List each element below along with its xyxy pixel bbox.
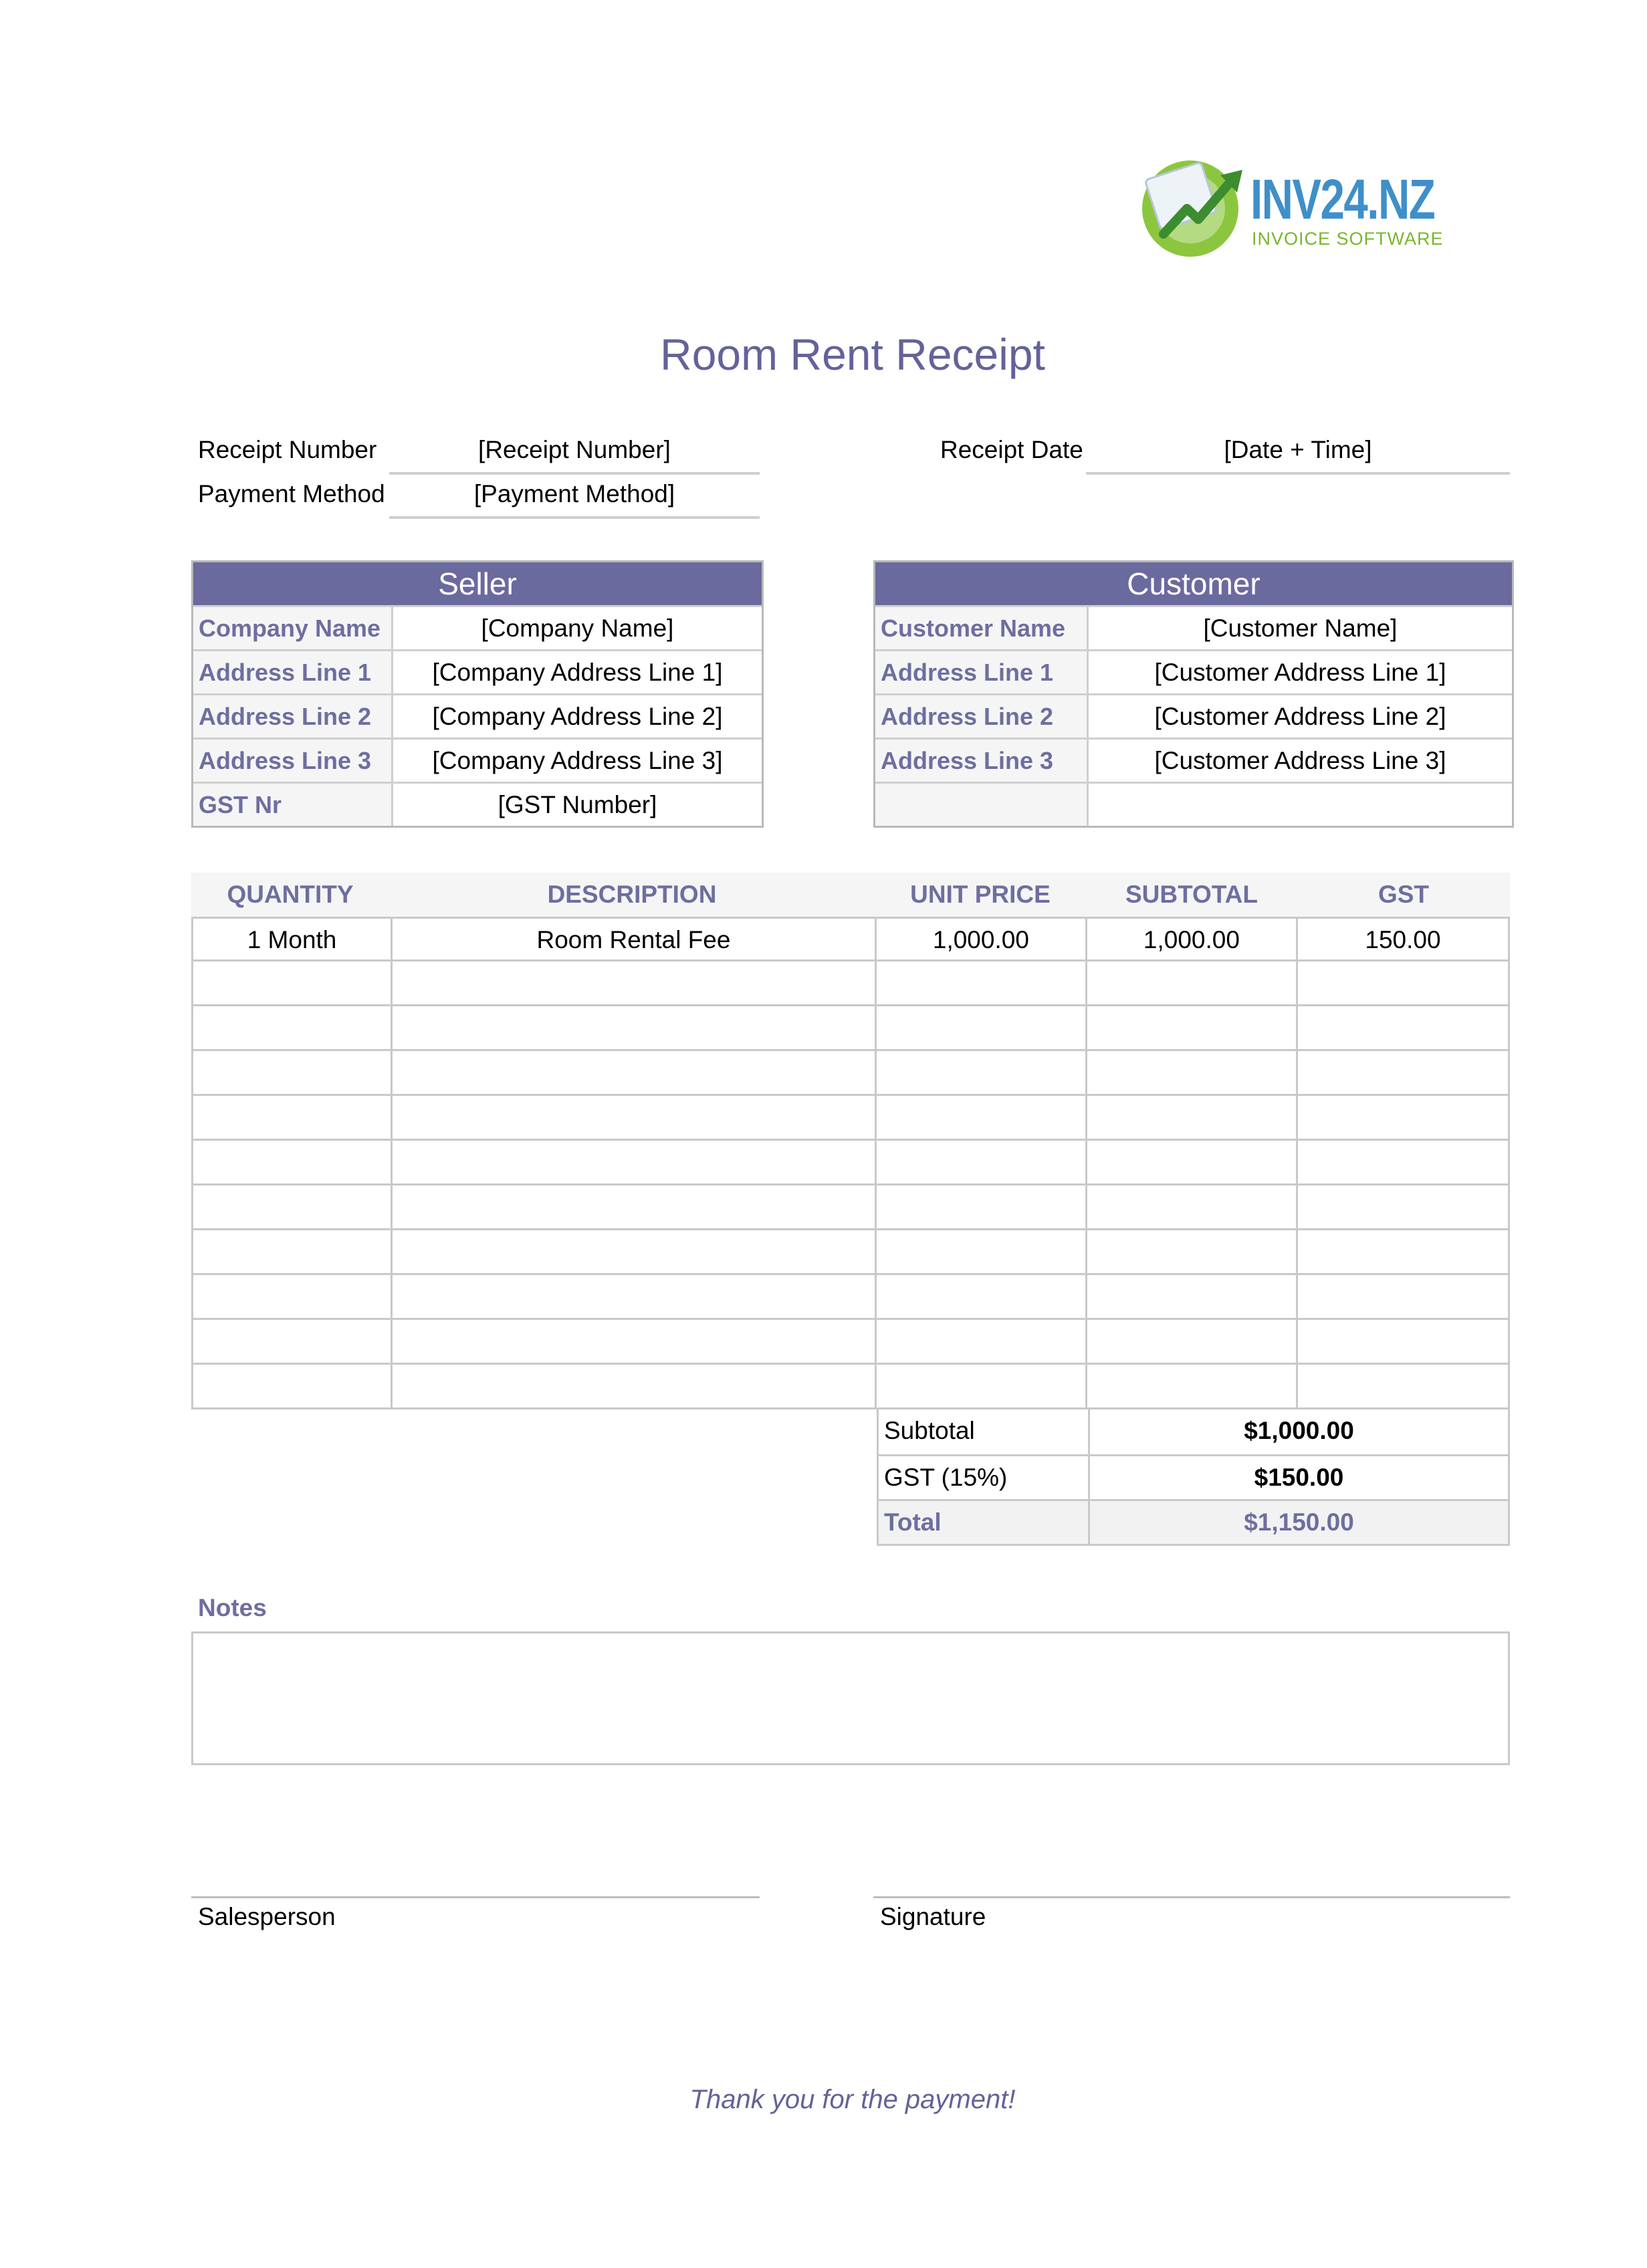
- seller-table: [191, 560, 764, 828]
- items-table: [191, 873, 1510, 1409]
- quantity-cell[interactable]: 1 Month: [247, 926, 337, 953]
- empty-cell[interactable]: [193, 1365, 391, 1407]
- empty-cell[interactable]: [193, 1185, 391, 1228]
- header-unit-price: UNIT PRICE: [910, 881, 1051, 908]
- table-row: [191, 1006, 1510, 1051]
- empty-cell[interactable]: [1296, 1365, 1508, 1407]
- customer-address-line-1-field[interactable]: [Customer Address Line 1]: [1087, 651, 1512, 693]
- empty-cell[interactable]: [1085, 1051, 1296, 1094]
- receipt-number-label: Receipt Number: [198, 436, 377, 463]
- empty-cell[interactable]: [875, 961, 1085, 1004]
- empty-cell[interactable]: [875, 1230, 1085, 1273]
- customer-row-label: Address Line 3: [875, 740, 1087, 782]
- gst-row: [879, 1454, 1508, 1499]
- customer-row-label: Address Line 1: [875, 651, 1087, 693]
- empty-cell[interactable]: [391, 1096, 875, 1139]
- empty-rows: [191, 961, 1510, 1409]
- empty-cell[interactable]: [391, 1320, 875, 1363]
- empty-cell[interactable]: [193, 1051, 391, 1094]
- empty-cell[interactable]: [1085, 1096, 1296, 1139]
- empty-cell[interactable]: [1296, 961, 1508, 1004]
- customer-name-field[interactable]: [Customer Name]: [1087, 607, 1512, 649]
- empty-cell[interactable]: [391, 1230, 875, 1273]
- empty-cell[interactable]: [1085, 1141, 1296, 1183]
- empty-cell[interactable]: [391, 1051, 875, 1094]
- empty-cell[interactable]: [391, 961, 875, 1004]
- seller-row: [193, 782, 762, 826]
- customer-row: [875, 782, 1512, 826]
- seller-row-label: Address Line 3: [193, 740, 391, 782]
- seller-row-label: Address Line 2: [193, 695, 391, 738]
- empty-cell[interactable]: [1296, 1275, 1508, 1318]
- notes-label: Notes: [198, 1594, 267, 1621]
- empty-cell[interactable]: [1085, 1006, 1296, 1049]
- gst-value: $150.00: [1254, 1464, 1344, 1491]
- subtotal-value: $1,000.00: [1244, 1417, 1354, 1444]
- customer-row: [875, 738, 1512, 782]
- notes-field[interactable]: [191, 1631, 1510, 1765]
- seller-gst-number-field[interactable]: [GST Number]: [391, 784, 762, 826]
- payment-method-label: Payment Method: [198, 480, 385, 507]
- empty-cell[interactable]: [875, 1365, 1085, 1407]
- customer-row-label: Address Line 2: [875, 695, 1087, 738]
- empty-cell[interactable]: [193, 1006, 391, 1049]
- table-row: [191, 917, 1510, 961]
- seller-address-line-1-field[interactable]: [Company Address Line 1]: [391, 651, 762, 693]
- table-row: [191, 1365, 1510, 1409]
- customer-row: [875, 649, 1512, 693]
- empty-cell[interactable]: [1296, 1185, 1508, 1228]
- seller-row: [193, 649, 762, 693]
- empty-cell[interactable]: [875, 1006, 1085, 1049]
- empty-cell[interactable]: [1296, 1141, 1508, 1183]
- empty-cell[interactable]: [1296, 1096, 1508, 1139]
- header-subtotal: SUBTOTAL: [1125, 881, 1258, 908]
- gst-cell[interactable]: 150.00: [1296, 919, 1508, 959]
- seller-company-name-field[interactable]: [Company Name]: [391, 607, 762, 649]
- table-row: [191, 1230, 1510, 1275]
- customer-row: [875, 693, 1512, 738]
- receipt-number-field[interactable]: [Receipt Number]: [389, 428, 760, 475]
- table-row: [191, 1320, 1510, 1365]
- salesperson-line: [191, 1896, 760, 1898]
- empty-cell[interactable]: [193, 1275, 391, 1318]
- empty-cell[interactable]: [1085, 1185, 1296, 1228]
- customer-row: [875, 605, 1512, 649]
- empty-cell[interactable]: [193, 961, 391, 1004]
- receipt-date-label: Receipt Date: [940, 436, 1083, 463]
- empty-cell[interactable]: [1085, 1230, 1296, 1273]
- seller-row-label: GST Nr: [193, 784, 391, 826]
- unit-price-cell[interactable]: 1,000.00: [875, 919, 1085, 959]
- table-row: [191, 1141, 1510, 1185]
- empty-cell[interactable]: [875, 1051, 1085, 1094]
- empty-cell[interactable]: [193, 1096, 391, 1139]
- empty-cell[interactable]: [1085, 1275, 1296, 1318]
- receipt-date-field[interactable]: [Date + Time]: [1086, 428, 1510, 475]
- customer-row-label: [875, 784, 1087, 826]
- customer-row-label: Customer Name: [875, 607, 1087, 649]
- header-quantity: QUANTITY: [227, 881, 354, 908]
- salesperson-label: Salesperson: [198, 1903, 336, 1930]
- seller-address-line-3-field[interactable]: [Company Address Line 3]: [391, 740, 762, 782]
- totals-table: [877, 1409, 1510, 1546]
- empty-cell[interactable]: [391, 1275, 875, 1318]
- table-row: [191, 1096, 1510, 1141]
- empty-cell[interactable]: [875, 1320, 1085, 1363]
- seller-heading: Seller: [193, 562, 762, 605]
- payment-method-field[interactable]: [Payment Method]: [389, 472, 760, 519]
- customer-address-line-2-field[interactable]: [Customer Address Line 2]: [1087, 695, 1512, 738]
- empty-cell[interactable]: [875, 1141, 1085, 1183]
- signature-label: Signature: [880, 1903, 986, 1930]
- table-row: [191, 1275, 1510, 1320]
- empty-cell[interactable]: [391, 1141, 875, 1183]
- subtotal-row: [879, 1409, 1508, 1454]
- total-row: [879, 1499, 1508, 1544]
- empty-cell[interactable]: [391, 1365, 875, 1407]
- table-row: [191, 1051, 1510, 1096]
- logo-tagline: INVOICE SOFTWARE: [1252, 229, 1444, 249]
- logo-brand: INV24.NZ: [1250, 168, 1435, 231]
- empty-cell[interactable]: [875, 1275, 1085, 1318]
- empty-cell[interactable]: [391, 1006, 875, 1049]
- total-label: Total: [879, 1501, 1090, 1544]
- header-gst: GST: [1378, 881, 1430, 908]
- company-logo: [1137, 155, 1451, 262]
- customer-table: [873, 560, 1514, 828]
- page-title: Room Rent Receipt: [660, 330, 1045, 379]
- table-row: [191, 1185, 1510, 1230]
- thank-you-message: Thank you for the payment!: [689, 2085, 1016, 2114]
- empty-cell[interactable]: [1085, 961, 1296, 1004]
- subtotal-cell[interactable]: 1,000.00: [1085, 919, 1296, 959]
- empty-cell[interactable]: [193, 1230, 391, 1273]
- seller-address-line-2-field[interactable]: [Company Address Line 2]: [391, 695, 762, 738]
- empty-cell[interactable]: [1085, 1320, 1296, 1363]
- items-header-row: [191, 873, 1510, 917]
- empty-cell[interactable]: [193, 1320, 391, 1363]
- seller-row-label: Company Name: [193, 607, 391, 649]
- empty-cell[interactable]: [875, 1185, 1085, 1228]
- empty-cell[interactable]: [1296, 1230, 1508, 1273]
- logo-icon: [1137, 155, 1250, 262]
- empty-cell[interactable]: [193, 1141, 391, 1183]
- gst-label: GST (15%): [879, 1456, 1090, 1499]
- subtotal-label: Subtotal: [879, 1409, 1090, 1454]
- seller-row: [193, 693, 762, 738]
- table-row: [191, 961, 1510, 1006]
- empty-cell[interactable]: [391, 1185, 875, 1228]
- seller-row-label: Address Line 1: [193, 651, 391, 693]
- customer-empty-field[interactable]: [1087, 784, 1512, 826]
- empty-cell[interactable]: [1085, 1365, 1296, 1407]
- empty-cell[interactable]: [1296, 1320, 1508, 1363]
- customer-address-line-3-field[interactable]: [Customer Address Line 3]: [1087, 740, 1512, 782]
- customer-heading: Customer: [875, 562, 1512, 605]
- header-description: DESCRIPTION: [547, 881, 717, 908]
- empty-cell[interactable]: [1296, 1006, 1508, 1049]
- description-cell[interactable]: Room Rental Fee: [391, 919, 875, 959]
- signature-line: [873, 1896, 1510, 1898]
- seller-row: [193, 738, 762, 782]
- empty-cell[interactable]: [1296, 1051, 1508, 1094]
- empty-cell[interactable]: [875, 1096, 1085, 1139]
- total-value: $1,150.00: [1244, 1508, 1354, 1536]
- seller-row: [193, 605, 762, 649]
